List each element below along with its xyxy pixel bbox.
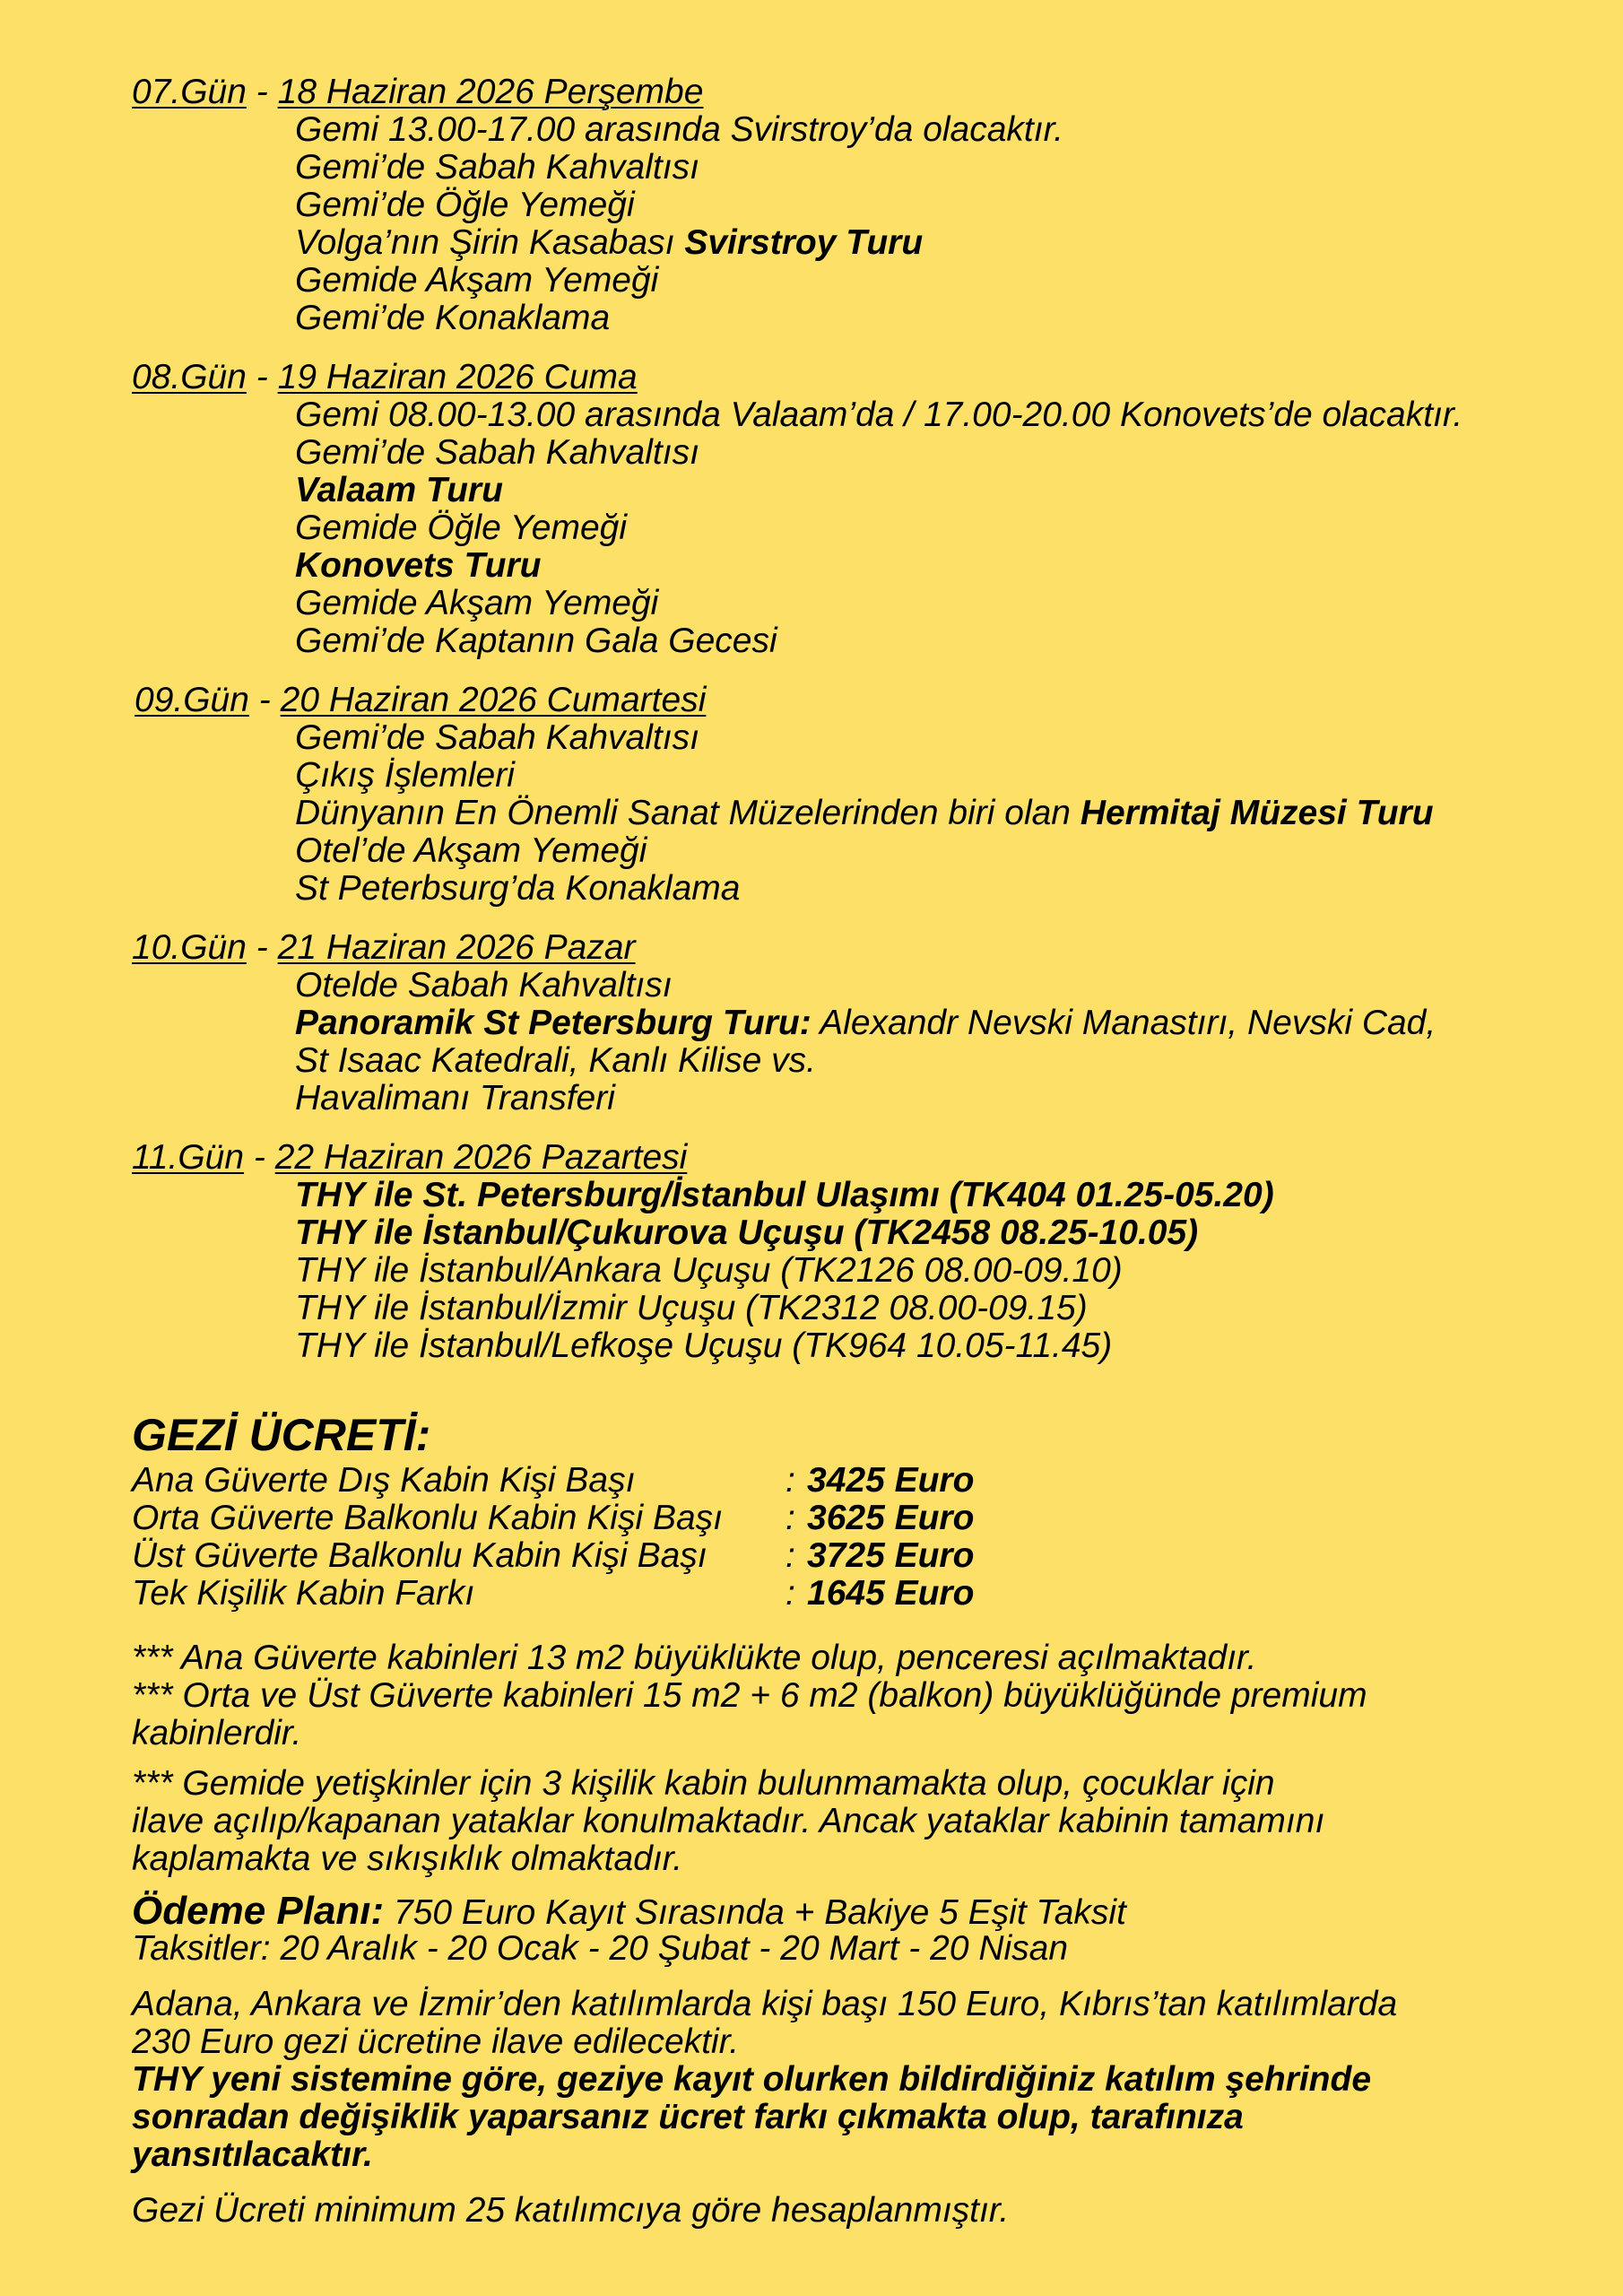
note-line: *** Ana Güverte kabinleri 13 m2 büyüklükte olup, penceresi açılmaktadır. bbox=[132, 1639, 1257, 1677]
warning-line: sonradan değişiklik yaparsanız ücret farkı çıkmakta olup, tarafınıza bbox=[132, 2098, 1244, 2136]
day-separator: - bbox=[258, 681, 271, 719]
price-label: Tek Kişilik Kabin Farkı bbox=[132, 1574, 475, 1613]
installments-line: Taksitler: 20 Aralık - 20 Ocak - 20 Şubat - 20 Mart - 20 Nisan bbox=[132, 1929, 1069, 1968]
itinerary-line: Dünyanın En Önemli Sanat Müzelerinden biri olan Hermitaj Müzesi Turu bbox=[295, 794, 1434, 832]
minimum-participants-note: Gezi Ücreti minimum 25 katılımcıya göre hesaplanmıştır. bbox=[132, 2191, 1010, 2230]
itinerary-line: Gemi’de Öğle Yemeği bbox=[295, 186, 635, 224]
itinerary-line: Çıkış İşlemleri bbox=[295, 756, 515, 795]
day-number: 07.Gün bbox=[132, 73, 247, 111]
itinerary-line: Otel’de Akşam Yemeği bbox=[295, 831, 647, 870]
note-line: *** Gemide yetişkinler için 3 kişilik kabin bulunmamakta olup, çocuklar için bbox=[132, 1764, 1275, 1803]
itinerary-line: St Peterbsurg’da Konaklama bbox=[295, 869, 741, 908]
itinerary-line: Gemi’de Sabah Kahvaltısı bbox=[295, 433, 699, 472]
tour-highlight: Panoramik St Petersburg Turu: bbox=[295, 1004, 812, 1042]
itinerary-line: Gemide Akşam Yemeği bbox=[295, 584, 659, 622]
itinerary-line: Gemi’de Sabah Kahvaltısı bbox=[295, 148, 699, 187]
note-line: kaplamakta ve sıkışıklık olmaktadır. bbox=[132, 1839, 683, 1878]
itinerary-line: Gemide Akşam Yemeği bbox=[295, 261, 659, 300]
note-line: ilave açılıp/kapanan yataklar konulmaktadır. Ancak yataklar kabinin tamamını bbox=[132, 1802, 1325, 1840]
day-date: 22 Haziran 2026 Pazartesi bbox=[274, 1138, 688, 1177]
tour-highlight: Hermitaj Müzesi Turu bbox=[1080, 794, 1434, 832]
day-header bbox=[132, 74, 849, 111]
payment-title: Ödeme Planı: bbox=[132, 1889, 385, 1933]
price-value: 3625 Euro bbox=[807, 1499, 975, 1537]
payment-text: 750 Euro Kayıt Sırasında + Bakiye 5 Eşit Taksit bbox=[384, 1893, 1126, 1932]
itinerary-line: Gemi 08.00-13.00 arasında Valaam’da / 17.00-20.00 Konovets’de olacaktır. bbox=[295, 396, 1463, 434]
itinerary-line: Gemi’de Konaklama bbox=[295, 299, 611, 337]
day-separator: - bbox=[256, 928, 268, 967]
day-separator: - bbox=[256, 358, 268, 396]
pricing-title: GEZİ ÜCRETİ: bbox=[132, 1410, 431, 1460]
price-label: Orta Güverte Balkonlu Kabin Kişi Başı bbox=[132, 1499, 723, 1537]
extra-line: 230 Euro gezi ücretine ilave edilecektir. bbox=[132, 2022, 740, 2061]
itinerary-line: Volga’nın Şirin Kasabası Svirstroy Turu bbox=[295, 223, 924, 262]
day-header bbox=[132, 929, 636, 967]
day-separator: - bbox=[256, 73, 268, 111]
itinerary-line: Gemi’de Kaptanın Gala Gecesi bbox=[295, 622, 777, 660]
itinerary-line: Gemide Öğle Yemeği bbox=[295, 509, 627, 547]
itinerary-line: Otelde Sabah Kahvaltısı bbox=[295, 966, 673, 1004]
itinerary-line: Havalimanı Transferi bbox=[295, 1079, 615, 1118]
day-date: 19 Haziran 2026 Cuma bbox=[277, 358, 638, 396]
payment-line bbox=[132, 1889, 1126, 1933]
warning-line: THY yeni sistemine göre, geziye kayıt olurken bildirdiğiniz katılım şehrinde bbox=[132, 2060, 1372, 2099]
note-line: *** Orta ve Üst Güverte kabinleri 15 m2 + 6 m2 (balkon) büyüklüğünde premium bbox=[132, 1676, 1367, 1715]
price-label: Üst Güverte Balkonlu Kabin Kişi Başı bbox=[132, 1536, 707, 1575]
flight-line: THY ile İstanbul/Ankara Uçuşu (TK2126 08.00-09.10) bbox=[295, 1251, 1123, 1290]
day-separator: - bbox=[253, 1138, 265, 1177]
price-label: Ana Güverte Dış Kabin Kişi Başı bbox=[132, 1461, 636, 1500]
day-header bbox=[132, 1139, 687, 1177]
note-line: kabinlerdir. bbox=[132, 1714, 302, 1752]
itinerary-line: Gemi’de Sabah Kahvaltısı bbox=[295, 718, 699, 757]
day-number: 11.Gün bbox=[132, 1138, 245, 1177]
day-header bbox=[132, 359, 638, 396]
extra-line: Adana, Ankara ve İzmir’den katılımlarda kişi başı 150 Euro, Kıbrıs’tan katılımlarda bbox=[132, 1985, 1398, 2023]
tour-highlight: Konovets Turu bbox=[295, 546, 542, 585]
price-value: 1645 Euro bbox=[807, 1574, 975, 1613]
tour-highlight: Svirstroy Turu bbox=[684, 223, 924, 262]
itinerary-line: Gemi 13.00-17.00 arasında Svirstroy’da olacaktır. bbox=[295, 110, 1063, 149]
day-number: 08.Gün bbox=[132, 358, 247, 396]
day-date: 18 Haziran 2026 Perşembe bbox=[277, 73, 704, 111]
flight-line: THY ile St. Petersburg/İstanbul Ulaşımı (TK404 01.25-05.20) bbox=[295, 1176, 1274, 1214]
itinerary-line: Panoramik St Petersburg Turu: Alexandr Nevski Manastırı, Nevski Cad, bbox=[295, 1004, 1436, 1042]
warning-line: yansıtılacaktır. bbox=[132, 2135, 373, 2174]
day-date: 21 Haziran 2026 Pazar bbox=[277, 928, 636, 967]
day-date: 20 Haziran 2026 Cumartesi bbox=[280, 681, 707, 719]
price-value: 3425 Euro bbox=[807, 1461, 975, 1500]
flight-line: THY ile İstanbul/Çukurova Uçuşu (TK2458 08.25-10.05) bbox=[295, 1213, 1199, 1252]
itinerary-page: 07.Gün - 18 Haziran 2026 Perşembe Gemi 13.00-17.00 arasında Svirstroy’da olacaktır. Gemi’de Sabah Kahvaltısı Gemi’de Öğle Yemeği Volga’nın Şirin Kasabası Svirstroy Turu Gemide Akşam Yemeği Gemi’de Konaklama 08.Gün - 19 Haziran 2026 Cuma Gemi 08.00-13.00 arasında Valaam’da / 17.00-20.00 Konovets’de olacaktır. Gemi’de Sabah Kahvaltısı Valaam Turu Gemide Öğle Yemeği Konovets Turu Gemide Akşam Yemeği Gemi’de Kaptanın Gala Gecesi 09.Gün - 20 Haziran 2026 Cumartesi Gemi’de Sabah Kahvaltısı Çıkış İşlemleri Dünyanın En Önemli Sanat Müzelerinden biri olan Hermitaj Müzesi Turu Otel’de Akşam Yemeği St Peterbsurg’da Konaklama 10.Gün - 21 Haziran 2026 Pazar Otelde Sabah Kahvaltısı Panoramik St Petersburg Turu: Alexandr Nevski Manastırı, Nevski Cad, St Isaac Katedrali, Kanlı Kilise vs. Havalimanı Transferi 11.Gün - 22 Haziran 2026 Pazartesi THY ile St. Petersburg/İstanbul Ulaşımı (TK404 01.25-05.20) THY ile İstanbul/Çukurova Uçuşu (TK2458 08.25-10.05) THY ile İstanbul/Ankara Uçuşu (TK2126 08.00-09.10) THY ile İstanbul/İzmir Uçuşu (TK2312 08.00-09.15) THY ile İstanbul/Lefkoşe Uçuşu (TK964 10.05-11.45) GEZİ ÜCRETİ: Ana Güverte Dış Kabin Kişi Başı : 3425 Euro Orta Güverte Balkonlu Kabin Kişi Başı : 3625 Euro Üst Güverte Balkonlu Kabin Kişi Başı : 3725 Euro Tek Kişilik Kabin Farkı : 1645 Euro *** Ana Güverte kabinleri 13 m2 büyüklükte olup, penceresi açılmaktadır. *** Orta ve Üst Güverte kabinleri 15 m2 + 6 m2 (balkon) büyüklüğünde premium kabinlerdir. *** Gemide yetişkinler için 3 kişilik kabin bulunmamakta olup, çocuklar için ilave açılıp/kapanan yataklar konulmaktadır. Ancak yataklar kabinin tamamını kaplamakta ve sıkışıklık olmaktadır. Ödeme Planı: 750 Euro Kayıt Sırasında + Bakiye 5 Eşit Taksit Taksitler: 20 Aralık - 20 Ocak - 20 Şubat - 20 Mart - 20 Nisan Adana, Ankara ve İzmir’den katılımlarda kişi başı 150 Euro, Kıbrıs’tan katılımlarda 230 Euro gezi ücretine ilave edilecektir. THY yeni sistemine göre, geziye kayıt olurken bildirdiğiniz katılım şehrinde sonradan değişiklik yaparsanız ücret farkı çıkmakta olup, tarafınıza yansıtılacaktır. Gezi Ücreti minimum 25 katılımcıya göre hesaplanmıştır. bbox=[132, 73, 1463, 2230]
price-value: 3725 Euro bbox=[807, 1536, 975, 1575]
day-number: 09.Gün bbox=[135, 681, 249, 719]
flight-line: THY ile İstanbul/Lefkoşe Uçuşu (TK964 10.05-11.45) bbox=[295, 1326, 1113, 1365]
tour-highlight: Valaam Turu bbox=[295, 471, 503, 509]
itinerary-line: St Isaac Katedrali, Kanlı Kilise vs. bbox=[295, 1041, 816, 1080]
day-number: 10.Gün bbox=[132, 928, 247, 967]
day-header bbox=[135, 682, 706, 719]
flight-line: THY ile İstanbul/İzmir Uçuşu (TK2312 08.00-09.15) bbox=[295, 1289, 1088, 1327]
